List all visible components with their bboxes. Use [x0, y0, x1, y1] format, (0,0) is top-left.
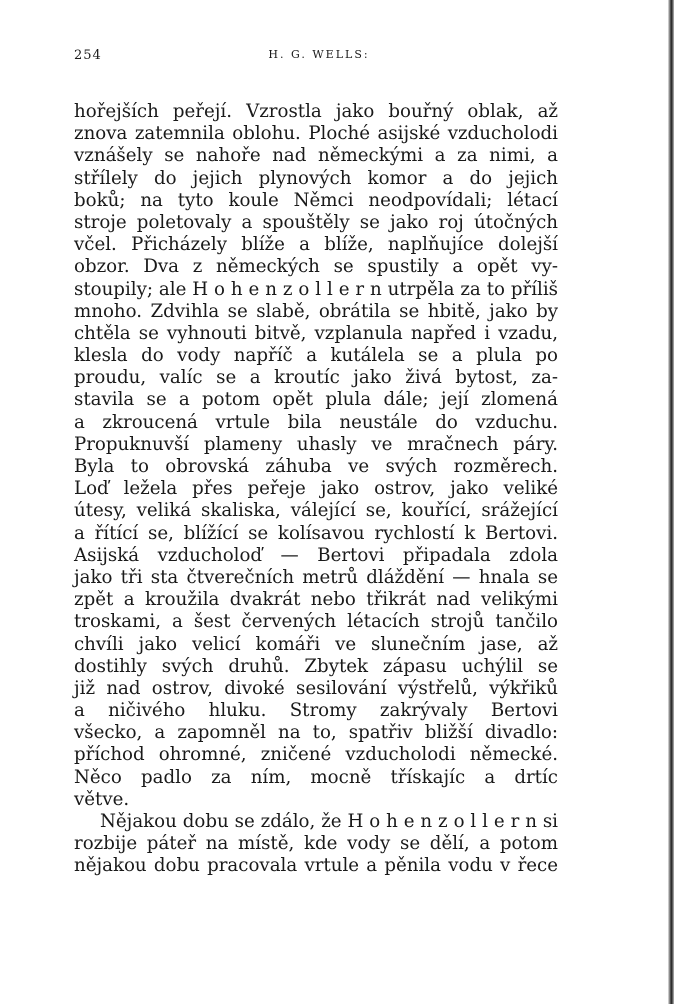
text-line: jako tři sta čtverečních metrů dláždění — hnala se: [74, 566, 558, 588]
text-line: mnoho. Zdvihla se slabě, obrátila se hbitě, jako by: [74, 300, 558, 322]
text-line: Propuknuvší plameny uhasly ve mračnech páry.: [74, 433, 558, 455]
text-line: stoupily; ale H o h e n z o l l e r n utrpěla za to příliš: [74, 278, 558, 300]
text-line: vznášely se nahoře nad německými a za nimi, a: [74, 145, 558, 167]
text-line: a řítící se, blížící se kolísavou rychlostí k Bertovi.: [74, 522, 558, 544]
text-line: a zkroucená vrtule bila neustále do vzduchu.: [74, 411, 558, 433]
text-line: příchod ohromné, zničené vzducholodi německé.: [74, 744, 558, 766]
text-line: obzor. Dva z německých se spustily a opět vy-: [74, 256, 558, 278]
text-line: Něco padlo za ním, mocně třískajíc a drtíc: [74, 766, 558, 788]
page-edge: [668, 0, 674, 1004]
text-line: chvíli jako velicí komáři ve slunečním jase, až: [74, 633, 558, 655]
text-line: již nad ostrov, divoké sesilování výstřelů, výkřiků: [74, 677, 558, 699]
text-line: stavila se a potom opět plula dále; její zlomená: [74, 389, 558, 411]
text-line-paragraph-start: Nějakou dobu se zdálo, že H o h e n z o l l e r n si: [100, 811, 558, 832]
text-line: včel. Přicházely blíže a blíže, naplňujíce dolejší: [74, 234, 558, 256]
running-head: H. G. WELLS:: [268, 48, 370, 61]
text-line: útesy, veliká skaliska, válející se, kouřící, srážející: [74, 500, 558, 522]
text-line-paragraph-end: větve.: [74, 788, 130, 810]
text-line: hořejších peřejí. Vzrostla jako bouřný oblak, až: [74, 101, 558, 122]
page-number: 254: [74, 48, 102, 63]
text-line: střílely do jejich plynových komor a do jejich: [74, 167, 558, 189]
text-line: znova zatemnila oblohu. Ploché asijské vzducholodi: [74, 123, 558, 145]
body-text: [74, 101, 558, 878]
text-line: nějakou dobu pracovala vrtule a pěnila vodu v řece: [74, 855, 558, 877]
text-line: rozbije páteř na místě, kde vody se dělí, a potom: [74, 833, 558, 855]
page-header: [74, 48, 564, 68]
text-line: všecko, a zapomněl na to, spatřiv bližší divadlo:: [74, 722, 558, 744]
text-line: klesla do vody napříč a kutálela se a plula po: [74, 345, 558, 367]
text-line: proudu, valíc se a kroutíc jako živá bytost, za-: [74, 367, 558, 389]
text-line: zpět a kroužila dvakrát nebo třikrát nad velikými: [74, 589, 558, 611]
text-line: dostihly svých druhů. Zbytek zápasu uchýlil se: [74, 655, 558, 677]
text-line: Byla to obrovská záhuba ve svých rozměrech.: [74, 456, 558, 477]
text-line: boků; na tyto koule Němci neodpovídali; létací: [74, 189, 558, 211]
text-line: troskami, a šest červených létacích strojů tančilo: [74, 611, 558, 633]
text-line: Asijská vzducholoď — Bertovi připadala zdola: [74, 544, 558, 566]
text-line: Loď ležela přes peřeje jako ostrov, jako veliké: [74, 478, 558, 500]
text-line: chtěla se vyhnouti bitvě, vzplanula napřed i vzadu,: [74, 322, 558, 344]
text-line: stroje poletovaly a spouštěly se jako roj útočných: [74, 211, 558, 233]
text-line: a ničivého hluku. Stromy zakrývaly Bertovi: [74, 700, 558, 722]
